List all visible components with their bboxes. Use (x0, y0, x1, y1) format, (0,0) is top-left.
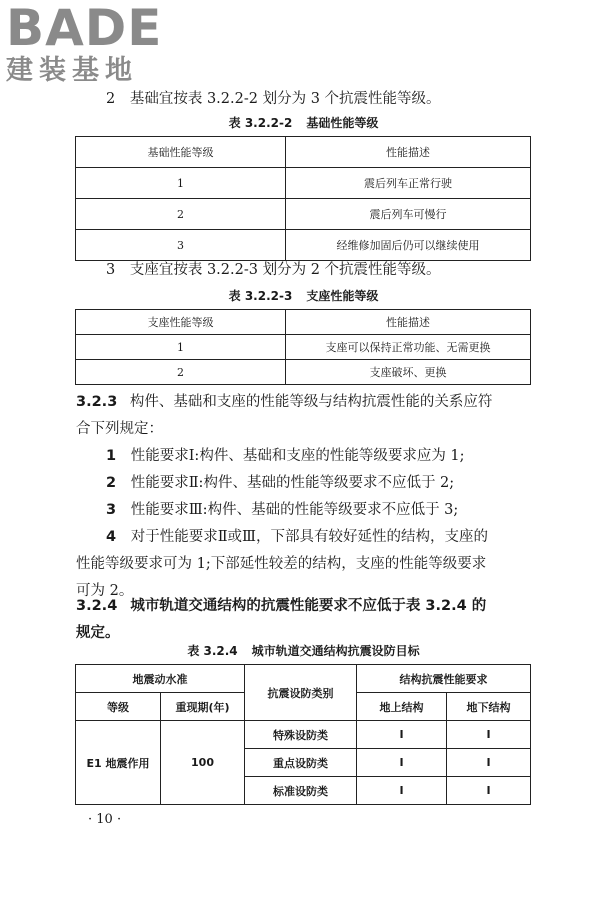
table-322-3 (75, 309, 531, 385)
table-cell: 经维修加固后仍可以继续使用 (286, 230, 531, 261)
header-level: 等级 (76, 693, 161, 721)
header-underground: 地下结构 (447, 693, 531, 721)
item-3 (106, 257, 441, 284)
header-period: 重现期(年) (161, 693, 245, 721)
table-322-2-caption (76, 114, 531, 131)
cell-level: E1 地震作用 (76, 721, 161, 805)
clause-323-number: 3.2.3 (76, 394, 118, 410)
header-ground-motion: 地震动水准 (76, 665, 245, 693)
item-4-line-1: 对于性能要求Ⅱ或Ⅲ，下部具有较好延性的结构，支座的 (130, 529, 489, 545)
clause-323 (76, 389, 531, 443)
table-cell: 特殊设防类 (245, 721, 357, 749)
item-2-number: 2 (106, 91, 116, 107)
table-cell: 2 (76, 199, 286, 230)
item-text: 性能要求Ⅱ:构件、基础的性能等级要求不应低于 2; (130, 475, 455, 491)
table-322-2-caption-title: 基础性能等级 (306, 116, 379, 130)
table-row (76, 360, 531, 385)
table-cell: 支座可以保持正常功能、无需更换 (286, 335, 531, 360)
table-322-3-caption-title: 支座性能等级 (306, 289, 379, 303)
clause-323-item-2 (106, 470, 454, 497)
clause-324-line-2: 规定。 (76, 625, 120, 641)
item-number: 2 (106, 475, 117, 491)
table-324-caption-title: 城市轨道交通结构抗震设防目标 (251, 644, 420, 658)
table-header-cell: 支座性能等级 (76, 310, 286, 335)
table-324-caption-number: 表 3.2.4 (187, 644, 238, 658)
item-4-line-3: 可为 2。 (76, 583, 134, 599)
item-2 (106, 86, 441, 113)
table-row (76, 199, 531, 230)
item-3-text: 支座宜按表 3.2.2-3 划分为 2 个抗震性能等级。 (129, 262, 441, 278)
table-cell: Ⅰ (447, 749, 531, 777)
table-cell: 3 (76, 230, 286, 261)
table-cell: Ⅰ (357, 749, 447, 777)
table-cell: Ⅰ (357, 777, 447, 805)
item-4-line-2: 性能等级要求可为 1;下部延性较差的结构，支座的性能等级要求 (76, 556, 487, 572)
watermark-brand: BADE (6, 0, 163, 57)
item-number: 1 (106, 448, 117, 464)
table-header-row (76, 665, 531, 693)
table-row (76, 230, 531, 261)
table-cell: 震后列车可慢行 (286, 199, 531, 230)
table-header-cell: 基础性能等级 (76, 137, 286, 168)
clause-323-item-1 (106, 443, 465, 470)
table-cell: 1 (76, 335, 286, 360)
item-text: 性能要求Ⅲ:构件、基础的性能等级要求不应低于 3; (130, 502, 459, 518)
watermark-subtitle: 建装基地 (6, 55, 138, 86)
table-324 (75, 664, 531, 805)
item-number: 3 (106, 502, 117, 518)
cell-period: 100 (161, 721, 245, 805)
table-322-3-caption (76, 287, 531, 304)
table-322-2 (75, 136, 531, 261)
page-number: · 10 · (88, 812, 122, 827)
header-above-ground: 地上结构 (357, 693, 447, 721)
table-322-3-caption-number: 表 3.2.2-3 (228, 289, 293, 303)
item-2-text: 基础宜按表 3.2.2-2 划分为 3 个抗震性能等级。 (129, 91, 441, 107)
table-header-cell: 性能描述 (286, 310, 531, 335)
table-322-2-caption-number: 表 3.2.2-2 (228, 116, 293, 130)
item-4-number: 4 (106, 529, 117, 545)
clause-324-line-1: 城市轨道交通结构的抗震性能要求不应低于表 3.2.4 的 (130, 598, 487, 614)
clause-324-number: 3.2.4 (76, 598, 118, 614)
table-cell: Ⅰ (357, 721, 447, 749)
table-cell: 标准设防类 (245, 777, 357, 805)
table-row (76, 335, 531, 360)
clause-324 (76, 593, 531, 647)
table-row (76, 721, 531, 749)
header-category: 抗震设防类别 (245, 665, 357, 721)
table-cell: 支座破坏、更换 (286, 360, 531, 385)
table-header-cell: 性能描述 (286, 137, 531, 168)
table-header-row (76, 137, 531, 168)
table-cell: Ⅰ (447, 721, 531, 749)
table-cell: Ⅰ (447, 777, 531, 805)
table-cell: 2 (76, 360, 286, 385)
header-requirement: 结构抗震性能要求 (357, 665, 531, 693)
table-header-row (76, 310, 531, 335)
table-cell: 重点设防类 (245, 749, 357, 777)
table-cell: 震后列车正常行驶 (286, 168, 531, 199)
item-3-number: 3 (106, 262, 116, 278)
table-cell: 1 (76, 168, 286, 199)
item-text: 性能要求Ⅰ:构件、基础和支座的性能等级要求应为 1; (130, 448, 465, 464)
table-row (76, 168, 531, 199)
clause-323-line-2: 合下列规定： (76, 421, 163, 437)
clause-323-item-3 (106, 497, 458, 524)
clause-323-line-1: 构件、基础和支座的性能等级与结构抗震性能的关系应符 (129, 394, 493, 410)
watermark-logo (6, 2, 176, 86)
table-324-caption (76, 642, 531, 659)
